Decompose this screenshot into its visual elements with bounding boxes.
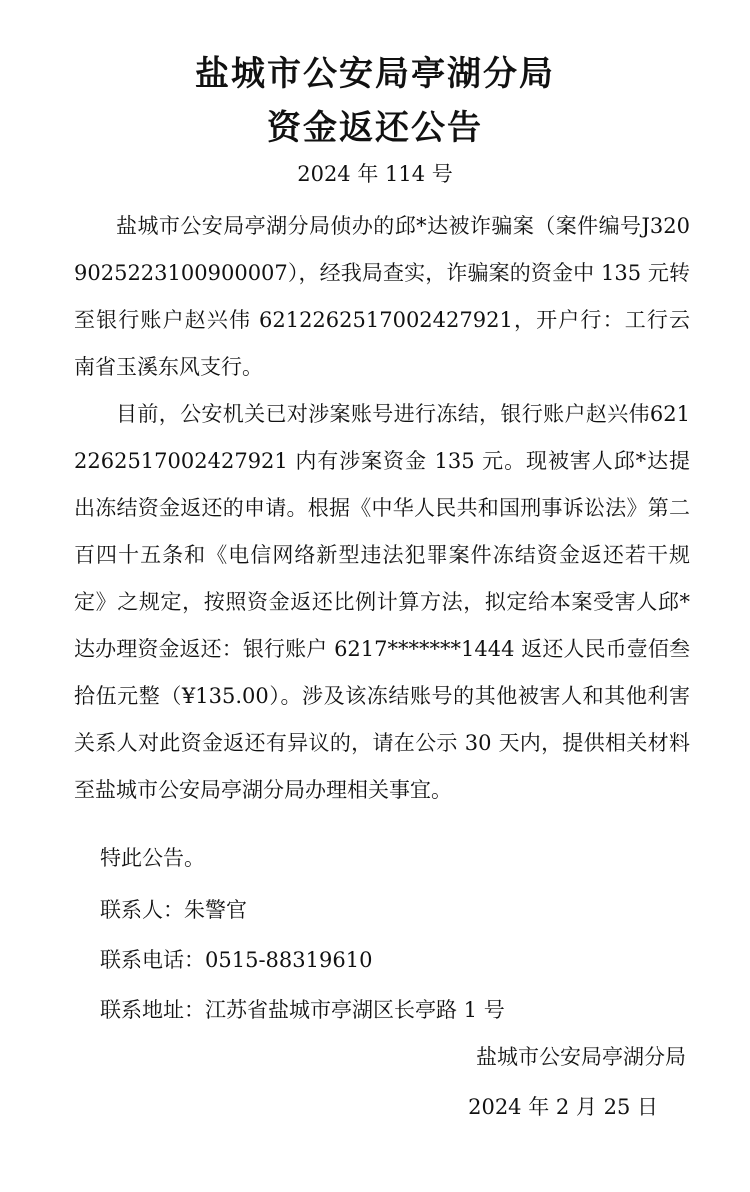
closing-statement: 特此公告。: [100, 846, 205, 870]
contact-phone: 联系电话：0515-88319610: [100, 948, 373, 972]
signature-date: 2024 年 2 月 25 日: [468, 1095, 658, 1119]
signature-organization: 盐城市公安局亭湖分局: [476, 1045, 686, 1069]
document-number: 2024 年 114 号: [297, 162, 453, 186]
contact-address: 联系地址：江苏省盐城市亭湖区长亭路 1 号: [100, 998, 505, 1022]
notice-title-line1: 盐城市公安局亭湖分局: [195, 54, 555, 94]
notice-title-line2: 资金返还公告: [267, 108, 483, 148]
contact-person: 联系人：朱警官: [100, 898, 247, 922]
refund-details-paragraph: 目前，公安机关已对涉案账号进行冻结，银行账户赵兴伟6212262517002427921 内有涉案资金 135 元。现被害人邱*达提出冻结资金返还的申请。根据《中华人民共和国刑事诉讼法》第二百四十五条和《电信网络新型违法犯罪案件冻结资金返还若干规定》之规定，按照资金返还比例计算方法，拟定给本案受害人邱*达办理资金返还：银行账户 6217*******1444 返还人民币壹佰叁拾伍元整（¥135.00）。涉及该冻结账号的其他被害人和其他利害关系人对此资金返还有异议的，请在公示 30 天内，提供相关材料至盐城市公安局亭湖分局办理相关事宜。: [74, 402, 690, 802]
case-description-paragraph: 盐城市公安局亭湖分局侦办的邱*达被诈骗案（案件编号J3209025223100900007），经我局查实，诈骗案的资金中 135 元转至银行账户赵兴伟 6212262517002427921，开户行：工行云南省玉溪东风支行。: [74, 214, 690, 379]
